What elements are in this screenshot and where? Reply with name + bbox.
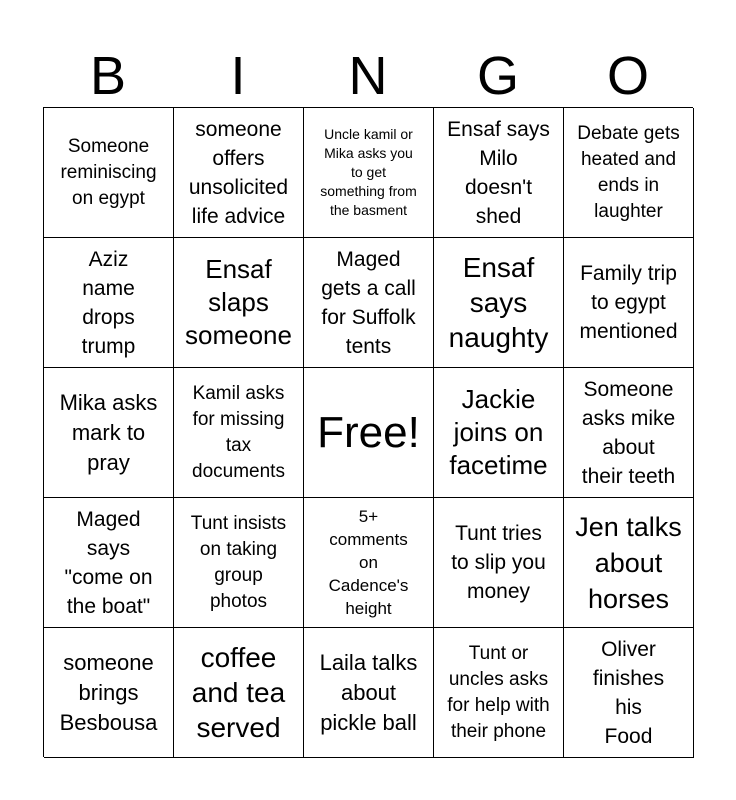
cell-text: Debate gets heated and ends in laughter (577, 122, 680, 222)
cell-text: someone offers unsolicited life advice (188, 117, 289, 228)
cell-text: Someone asks mike about their teeth (581, 377, 676, 488)
cell-text: Tunt or uncles asks for help with their phone (447, 642, 550, 742)
cell-text: Jackie joins on facetime (449, 384, 548, 480)
bingo-cell (174, 368, 304, 498)
bingo-cell (564, 498, 694, 628)
free-text: Free! (317, 407, 420, 457)
cell-text: Ensaf says naughty (448, 252, 549, 353)
cell-text: Uncle kamil or Mika asks you to get something from the basment (320, 126, 417, 218)
bingo-cell (564, 238, 694, 368)
bingo-cell (434, 238, 564, 368)
cell-text: Jen talks about horses (575, 511, 682, 614)
cell-text: Maged says "come on the boat" (64, 507, 153, 618)
cell-text: coffee and tea served (191, 642, 286, 743)
bingo-cell (174, 108, 304, 238)
cell-text: Aziz name drops trump (81, 247, 136, 358)
cell-text: 5+ comments on Cadence's height (328, 507, 409, 618)
title-letter-b: B (89, 46, 127, 106)
cell-text: Someone reminiscing on egypt (60, 135, 157, 209)
cell-text: Oliver finishes his Food (592, 637, 665, 748)
bingo-cell (44, 628, 174, 758)
bingo-cell (304, 238, 434, 368)
bingo-cell (44, 368, 174, 498)
bingo-grid (43, 107, 693, 757)
cell-text: Kamil asks for missing tax documents (192, 382, 285, 482)
free-cell (304, 368, 434, 498)
title-letter-g: G (476, 46, 519, 106)
cell-text: Laila talks about pickle ball (319, 649, 418, 735)
cell-text: Ensaf slaps someone (185, 254, 292, 350)
bingo-cell (434, 628, 564, 758)
bingo-cell (564, 368, 694, 498)
cell-text: someone brings Besbousa (59, 649, 158, 735)
cell-text: Tunt tries to slip you money (451, 522, 546, 603)
bingo-cell (304, 108, 434, 238)
bingo-title (43, 46, 693, 106)
title-letter-o: O (606, 46, 649, 106)
title-letter-i: I (230, 46, 246, 106)
cell-text: Ensaf says Milo doesn't shed (447, 117, 550, 228)
bingo-cell (434, 108, 564, 238)
bingo-cell (44, 108, 174, 238)
bingo-cell (304, 498, 434, 628)
bingo-cell (44, 238, 174, 368)
title-letter-n: N (348, 46, 388, 106)
cell-text: Tunt insists on taking group photos (190, 512, 287, 612)
bingo-cell (304, 628, 434, 758)
bingo-cell (174, 238, 304, 368)
bingo-cell (434, 368, 564, 498)
cell-text: Maged gets a call for Suffolk tents (321, 247, 416, 358)
bingo-cell (44, 498, 174, 628)
bingo-cell (434, 498, 564, 628)
bingo-cell (174, 628, 304, 758)
cell-text: Family trip to egypt mentioned (579, 262, 678, 343)
bingo-cell (564, 108, 694, 238)
cell-text: Mika asks mark to pray (59, 389, 158, 475)
bingo-cell (174, 498, 304, 628)
bingo-cell (564, 628, 694, 758)
